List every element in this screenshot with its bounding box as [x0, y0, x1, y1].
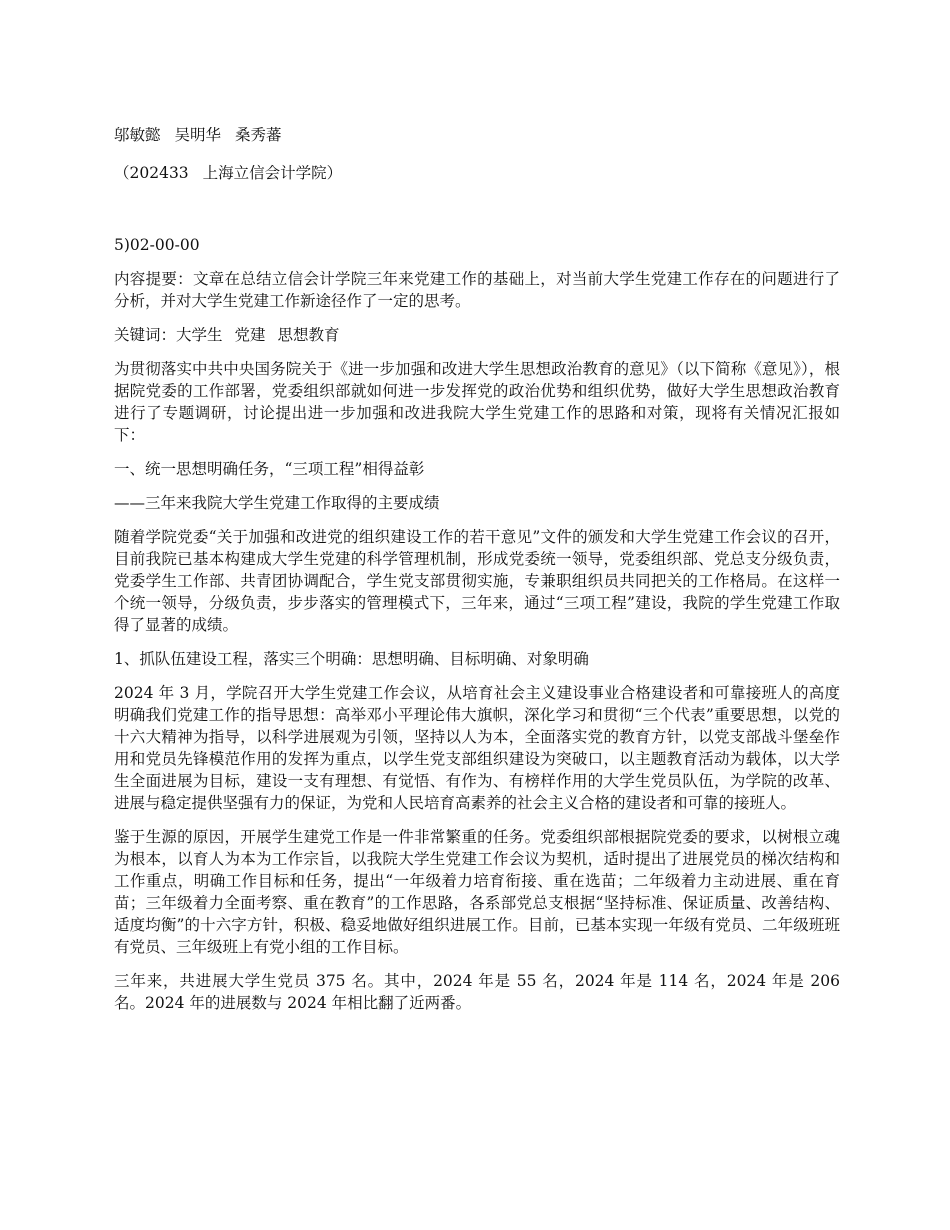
section-heading: 一、统一思想明确任务，“三项工程”相得益彰 — [114, 460, 425, 478]
keyword: 思想教育 — [277, 326, 340, 344]
abstract-text: 文章在总结立信会计学院三年来党建工作的基础上，对当前大学生党建工作存在的问题进行了分析，并对大学生党建工作新途径作了一定的思考。 — [114, 270, 840, 310]
abstract-label: 内容提要： — [114, 270, 193, 288]
item-heading: 1、抓队伍建设工程，落实三个明确：思想明确、目标明确、对象明确 — [114, 650, 589, 668]
intro-paragraph: 为贯彻落实中共中央国务院关于《进一步加强和改进大学生思想政治教育的意见》（以下简称《意见》），根据院党委的工作部署，党委组织部就如何进一步发挥党的政治优势和组织优势，做好大学生思想政治教育进行了专题调研，讨论提出进一步加强和改进我院大学生党建工作的思路和对策，现将有关情况汇报如下： — [114, 360, 840, 444]
body-paragraph: 鉴于生源的原因，开展学生建党工作是一件非常繁重的任务。党委组织部根据院党委的要求，以树根立魂为根本，以育人为本为工作宗旨，以我院大学生党建工作会议为契机，适时提出了进展党员的梯次结构和工作重点，明确工作目标和任务，提出“一年级着力培育衔接、重在选苗；二年级着力主动进展、重在育苗；三年级着力全面考察、重在教育”的工作思路，各系部党总支根据“坚持标准、保证质量、改善结构、适度均衡”的十六字方针，积极、稳妥地做好组织进展工作。目前，已基本实现一年级有党员、二年级班班有党员、三年级班上有党小组的工作目标。 — [114, 828, 840, 956]
author-list — [114, 124, 840, 146]
author-name: 桑秀蕃 — [235, 126, 282, 144]
author-name: 邬敏懿 — [114, 126, 161, 144]
institution-name: 上海立信会计学院） — [202, 164, 343, 182]
postal-code: （202433 — [114, 164, 189, 182]
author-name: 吴明华 — [174, 126, 222, 144]
keywords-label: 关键词： — [114, 326, 177, 344]
body-paragraph: 三年来，共进展大学生党员 375 名。其中，2024 年是 55 名，2024 年是 114 名，2024 年是 206 名。2024 年的进展数与 2024 年相比翻了近两番。 — [114, 972, 840, 1012]
keyword: 大学生 — [176, 326, 223, 344]
document-page — [114, 124, 840, 1014]
section-subheading: ——三年来我院大学生党建工作取得的主要成绩 — [114, 494, 440, 512]
keyword: 党建 — [234, 326, 266, 344]
body-paragraph: 随着学院党委“关于加强和改进党的组织建设工作的若干意见”文件的颁发和大学生党建工作会议的召开，目前我院已基本构建成大学生党建的科学管理机制，形成党委统一领导，党委组织部、党总支分级负责，党委学生工作部、共青团协调配合，学生党支部贯彻实施，专兼职组织员共同把关的工作格局。在这样一个统一领导，分级负责，步步落实的管理模式下，三年来，通过“三项工程”建设，我院的学生党建工作取得了显著的成绩。 — [114, 528, 840, 634]
abstract — [114, 268, 840, 312]
author-affiliation — [114, 162, 840, 184]
body-paragraph: 2024 年 3 月，学院召开大学生党建工作会议，从培育社会主义建设事业合格建设者和可靠接班人的高度明确我们党建工作的指导思想：高举邓小平理论伟大旗帜，深化学习和贯彻“三个代表”重要思想，以党的十六大精神为指导，以科学进展观为引领，坚持以人为本，全面落实党的教育方针，以党支部战斗堡垒作用和党员先锋模范作用的发挥为重点，以学生党支部组织建设为突破口，以主题教育活动为载体，以大学生全面进展为目标，建设一支有理想、有觉悟、有作为、有榜样作用的大学生党员队伍，为学院的改革、进展与稳定提供坚强有力的保证，为党和人民培育高素养的社会主义合格的建设者和可靠的接班人。 — [114, 684, 840, 812]
keywords — [114, 324, 840, 346]
classification-code: 5)02-00-00 — [114, 236, 200, 254]
